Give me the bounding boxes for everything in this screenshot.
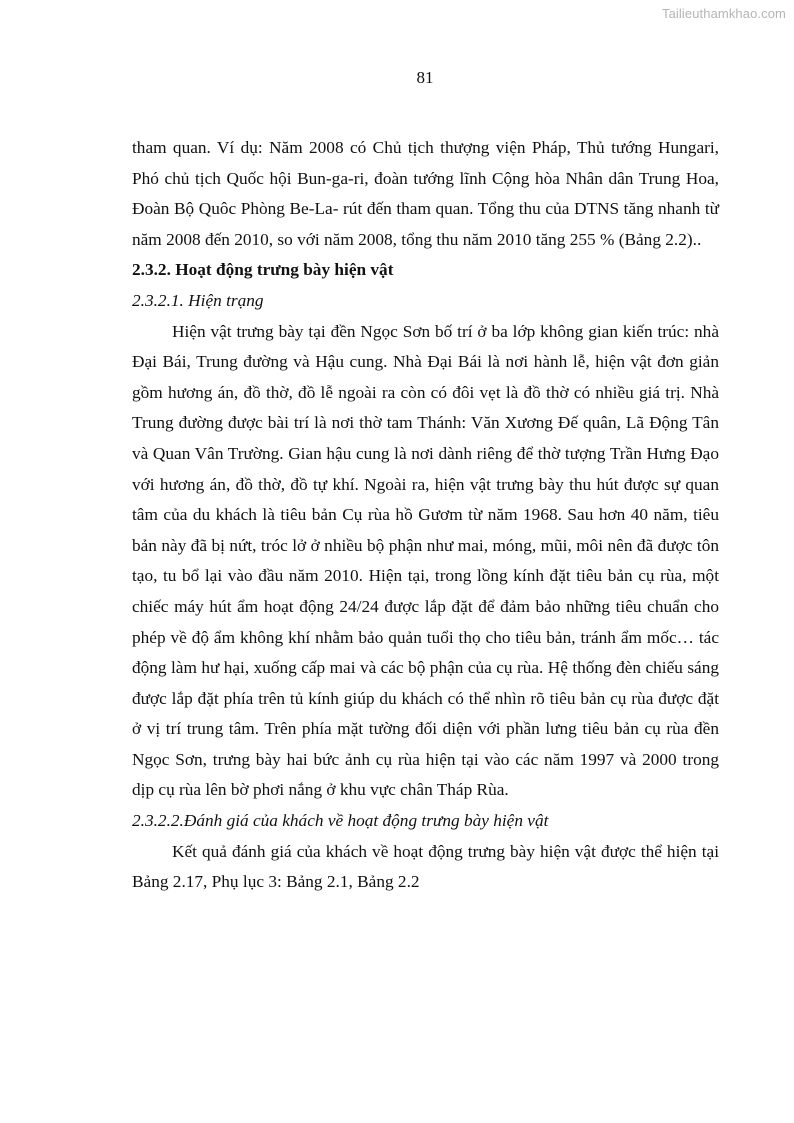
paragraph-exhibits: Hiện vật trưng bày tại đền Ngọc Sơn bố trí ở ba lớp không gian kiến trúc: nhà Đại Bái, Trung đường và Hậu cung. Nhà Đại Bái là nơi hành lễ, hiện vật đơn giản gồm hương án, đồ thờ, đồ lễ ngoài ra còn có đôi vẹt là đồ thờ có nhiều giá trị. Nhà Trung đường được bài trí là nơi thờ tam Thánh: Văn Xương Đế quân, Lã Động Tân và Quan Vân Trường. Gian hậu cung là nơi dành riêng để thờ tượng Trần Hưng Đạo với hương án, đồ thờ, đồ tự khí. Ngoài ra, hiện vật trưng bày thu hút được sự quan tâm của du khách là tiêu bản Cụ rùa hồ Gươm từ năm 1968. Sau hơn 40 năm, tiêu bản này đã bị nứt, tróc lở ở nhiều bộ phận như mai, móng, mũi, môi nên đã được tôn tạo, tu bổ lại vào đầu năm 2010. Hiện tại, trong lồng kính đặt tiêu bản cụ rùa, một chiếc máy hút ẩm hoạt động 24/24 được lắp đặt để đảm bảo những tiêu chuẩn cho phép về độ ẩm không khí nhằm bảo quản tuổi thọ cho tiêu bản, tránh ẩm mốc… tác động làm hư hại, xuống cấp mai và các bộ phận của cụ rùa. Hệ thống đèn chiếu sáng được lắp đặt phía trên tủ kính giúp du khách có thể nhìn rõ tiêu bản cụ rùa được đặt ở vị trí trung tâm. Trên phía mặt tường đối diện với phần lưng tiêu bản cụ rùa đền Ngọc Sơn, trưng bày hai bức ảnh cụ rùa hiện tại vào các năm 1997 và 2000 trong dịp cụ rùa lên bờ phơi nắng ở khu vực chân Tháp Rùa.	[132, 321, 719, 800]
section-heading: 2.3.2. Hoạt động trưng bày hiện vật	[132, 260, 394, 280]
subsection-heading-status: 2.3.2.1. Hiện trạng	[132, 290, 264, 310]
paragraph-visitors-revenue: tham quan. Ví dụ: Năm 2008 có Chủ tịch thượng viện Pháp, Thủ tướng Hungari, Phó chủ tịch Quốc hội Bun-ga-ri, đoàn tướng lĩnh Cộng hòa Nhân dân Trung Hoa, Đoàn Bộ Quôc Phòng Be-La- rút đến tham quan. Tổng thu của DTNS tăng nhanh từ năm 2008 đến 2010, so với năm 2008, tổng thu năm 2010 tăng 255 % (Bảng 2.2)..	[132, 138, 719, 249]
subsection-heading-evaluation: 2.3.2.2.Đánh giá của khách về hoạt động trưng bày hiện vật	[132, 811, 549, 831]
watermark: Tailieuthamkhao.com	[661, 6, 786, 21]
page-number: 81	[416, 68, 434, 87]
paragraph-evaluation: Kết quả đánh giá của khách về hoạt động trưng bày hiện vật được thể hiện tại Bảng 2.17, Phụ lục 3: Bảng 2.1, Bảng 2.2	[132, 841, 719, 892]
document-body	[132, 133, 719, 898]
